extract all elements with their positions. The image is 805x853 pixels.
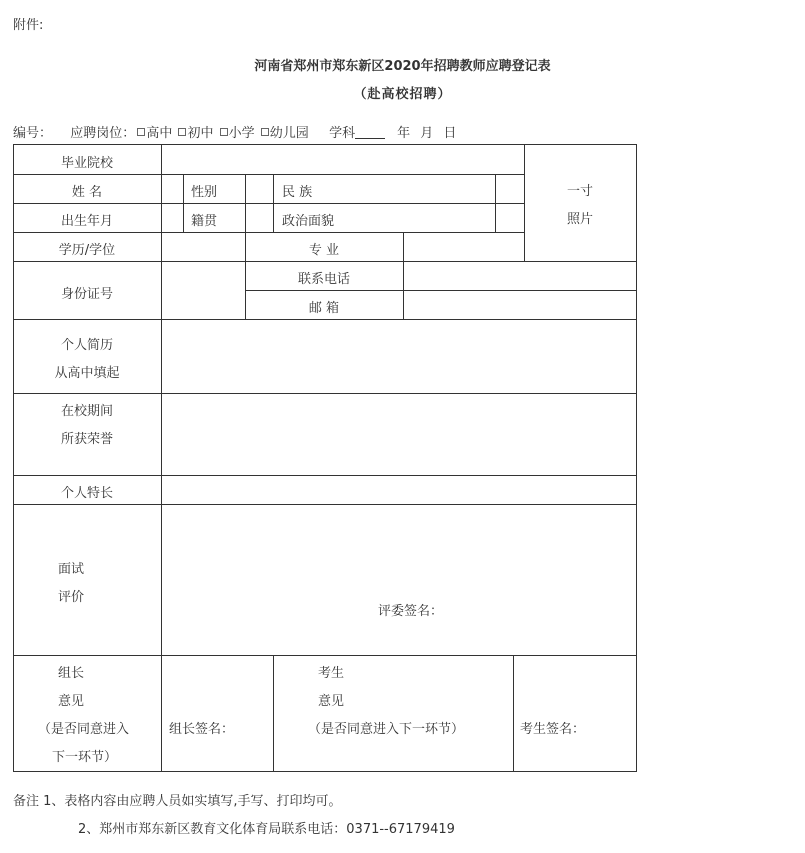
subject-blank[interactable]	[355, 126, 385, 139]
subject-label: 学科	[329, 126, 356, 141]
checkbox-icon[interactable]	[261, 128, 269, 136]
label-school: 毕业院校	[60, 156, 113, 171]
label-political: 政治面貌	[282, 214, 335, 229]
position-label: 应聘岗位：	[70, 126, 136, 141]
label-honors-line1: 在校期间	[60, 404, 113, 419]
label-name: 姓 名	[71, 185, 103, 200]
checkbox-icon[interactable]	[220, 128, 228, 136]
photo-label-line2: 照片	[566, 212, 593, 227]
label-phone: 联系电话	[297, 272, 350, 287]
position-option: 小学	[228, 126, 255, 141]
label-leader-line1: 组长	[58, 666, 85, 681]
day-label: 日	[443, 126, 457, 141]
label-native: 籍贯	[191, 214, 218, 229]
note-1: 备注 1、表格内容由应聘人员如实填写,手写、打印均可。	[13, 794, 342, 809]
judge-sign-label: 评委签名：	[378, 604, 444, 619]
label-resume-line2: 从高中填起	[54, 366, 120, 381]
candidate-sign-label: 考生签名：	[520, 722, 586, 737]
form-subtitle: （赴高校招聘）	[353, 87, 452, 102]
year-label: 年	[397, 126, 411, 141]
label-leader-line2: 意见	[58, 694, 85, 709]
label-specialty: 个人特长	[60, 486, 113, 501]
label-resume-line1: 个人简历	[60, 338, 113, 353]
label-leader-line4: 下一环节）	[52, 750, 118, 765]
label-honors-line2: 所获荣誉	[60, 432, 113, 447]
label-interview-line1: 面试	[58, 562, 85, 577]
position-option: 高中	[146, 126, 173, 141]
label-email: 邮 箱	[308, 301, 340, 316]
note-2: 2、郑州市郑东新区教育文化体育局联系电话：0371--67179419	[78, 822, 455, 837]
label-leader-line3: （是否同意进入	[38, 722, 130, 737]
label-education: 学历/学位	[58, 243, 116, 258]
position-option: 初中	[187, 126, 214, 141]
label-interview-line2: 评价	[58, 590, 85, 605]
label-ethnicity: 民 族	[282, 185, 313, 200]
label-candidate-line1: 考生	[318, 666, 345, 681]
leader-sign-label: 组长签名：	[169, 722, 235, 737]
form-meta-line	[13, 122, 456, 141]
label-gender: 性别	[191, 185, 218, 200]
checkbox-icon[interactable]	[137, 128, 145, 136]
attachment-label: 附件:	[13, 18, 44, 33]
label-candidate-line3: （是否同意进入下一环节）	[308, 722, 465, 737]
label-id-card: 身份证号	[60, 287, 113, 302]
month-label: 月	[420, 126, 434, 141]
label-birth: 出生年月	[60, 214, 113, 229]
label-major: 专 业	[308, 243, 340, 258]
photo-label-line1: 一寸	[566, 184, 593, 199]
checkbox-icon[interactable]	[178, 128, 186, 136]
serial-label: 编号：	[13, 126, 53, 141]
form-title: 河南省郑州市郑东新区2020年招聘教师应聘登记表	[254, 59, 551, 74]
position-option: 幼儿园	[269, 126, 309, 141]
label-candidate-line2: 意见	[318, 694, 345, 709]
